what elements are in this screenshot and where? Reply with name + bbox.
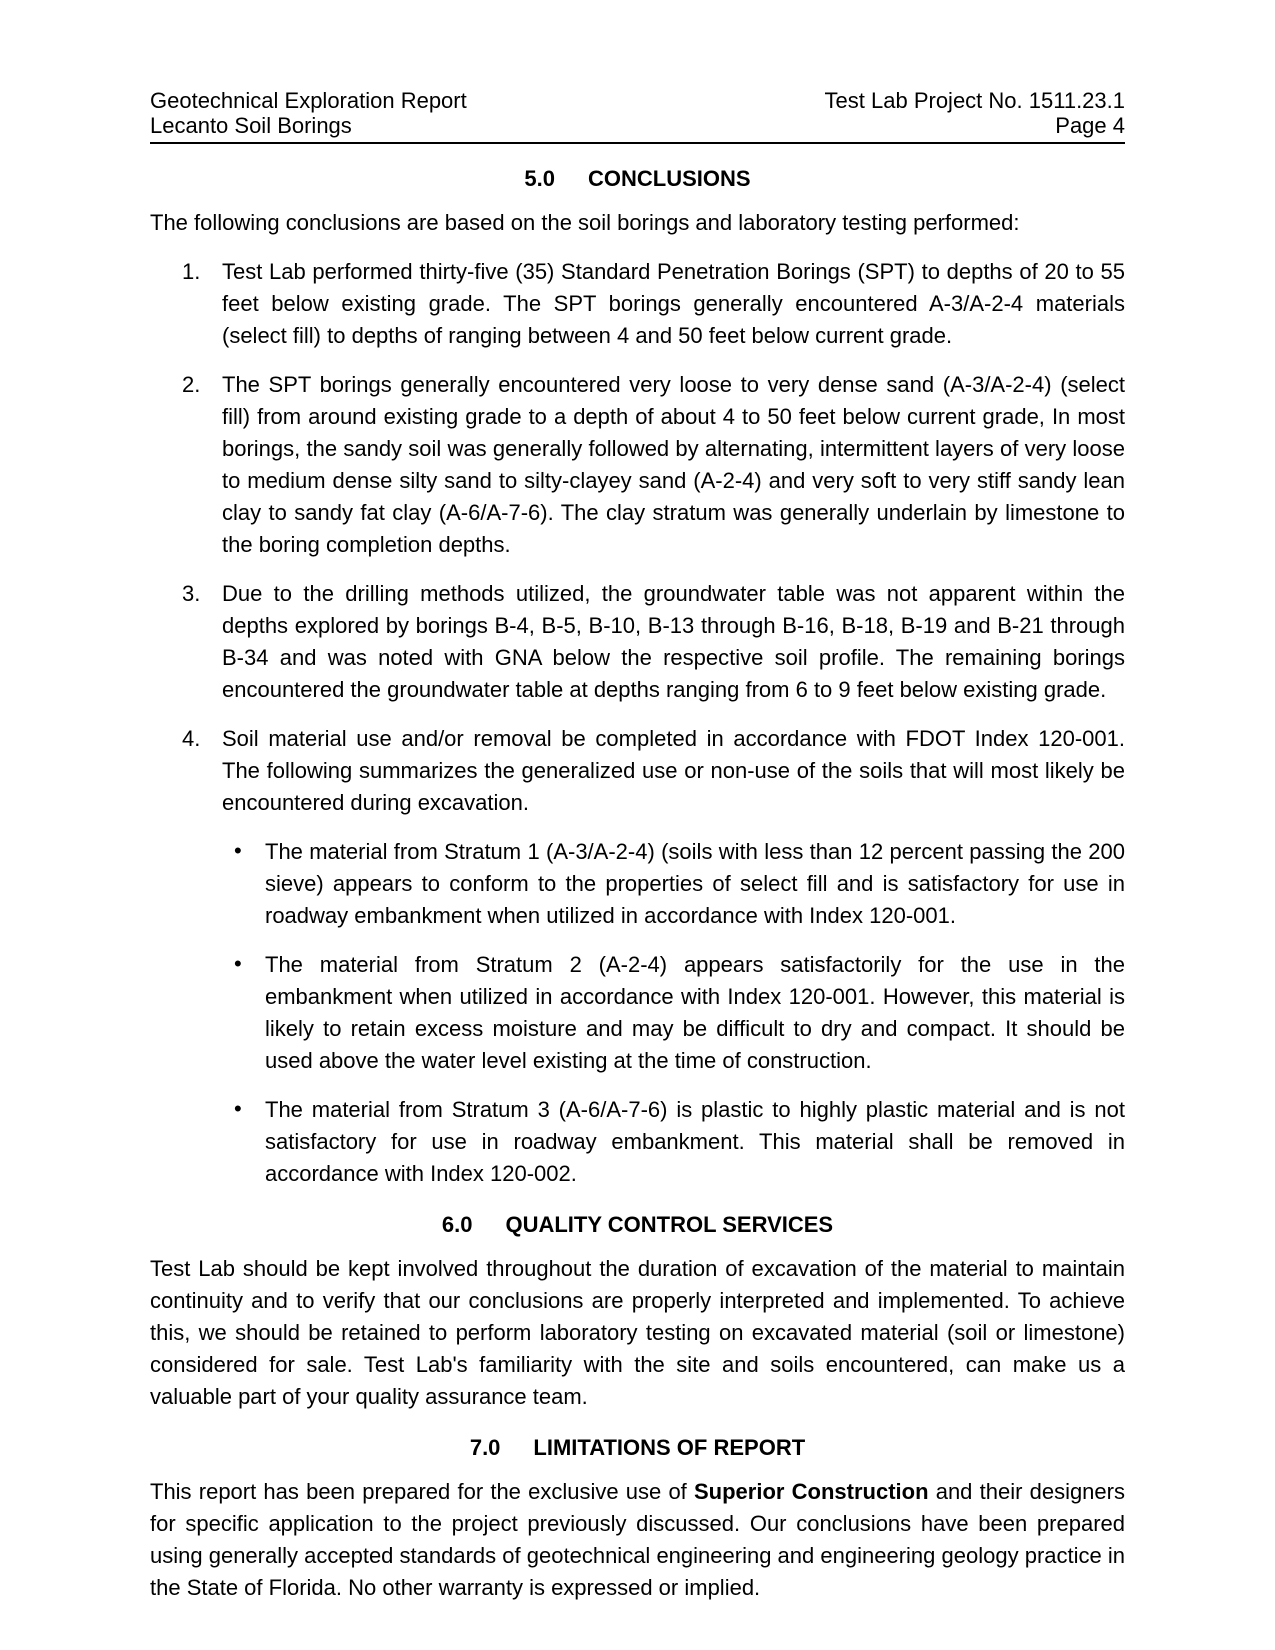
section-number: 6.0 <box>441 1212 473 1237</box>
section-heading-conclusions <box>150 166 1125 192</box>
report-title: Geotechnical Exploration Report <box>150 88 467 113</box>
header-left <box>150 88 467 138</box>
page-number: Page 4 <box>1055 113 1125 138</box>
page-content <box>150 88 1125 1604</box>
section-title: QUALITY CONTROL SERVICES <box>505 1212 834 1237</box>
section-number: 7.0 <box>469 1435 501 1460</box>
list-item-text: Soil material use and/or removal be completed in accordance with FDOT Index 120-001. The following summarizes the generalized use or non-use of the soils that will most likely be encountered during excavation. <box>222 726 1125 815</box>
limitations-client-name: Superior Construction <box>693 1479 929 1504</box>
section-heading-limitations <box>150 1435 1125 1461</box>
list-item-text: Due to the drilling methods utilized, the groundwater table was not apparent within the depths explored by borings B-4, B-5, B-10, B-13 through B-16, B-18, B-19 and B-21 through B-34 and was noted with GNA below the respective soil profile. The remaining borings encountered the groundwater table at depths ranging from 6 to 9 feet below existing grade. <box>222 581 1125 702</box>
conclusion-item-4 <box>150 723 1125 819</box>
conclusion-item-2 <box>150 369 1125 561</box>
bullet-icon: • <box>234 1096 242 1121</box>
bullet-text: The material from Stratum 1 (A-3/A-2-4) (soils with less than 12 percent passing the 200 sieve) appears to conform to the properties of select fill and is satisfactory for use in roadway embankment when utilized in accordance with Index 120-001. <box>265 839 1125 928</box>
list-number: 2. <box>182 372 201 397</box>
limitations-body-prefix: This report has been prepared for the exclusive use of <box>150 1479 694 1504</box>
list-number: 1. <box>182 259 201 284</box>
limitations-body-suffix: and their designers for specific application to the project previously discussed. Our conclusions have been prepared using generally accepted standards of geotechnical engineering and engineering geology practice in the State of Florida. No other warranty is expressed or implied. <box>150 1479 1125 1600</box>
section-heading-quality-control <box>150 1212 1125 1238</box>
bullet-text: The material from Stratum 2 (A-2-4) appears satisfactorily for the use in the embankment when utilized in accordance with Index 120-001. However, this material is likely to retain excess moisture and may be difficult to dry and compact. It should be used above the water level existing at the time of construction. <box>265 952 1125 1073</box>
page-header <box>150 88 1125 144</box>
bullet-icon: • <box>234 838 242 863</box>
conclusions-intro: The following conclusions are based on the soil borings and laboratory testing performed: <box>150 210 1020 235</box>
conclusion-item-1 <box>150 256 1125 352</box>
section-title: LIMITATIONS OF REPORT <box>533 1435 806 1460</box>
header-right <box>825 88 1125 138</box>
list-number: 3. <box>182 581 201 606</box>
list-item-text: Test Lab performed thirty-five (35) Standard Penetration Borings (SPT) to depths of 20 to 55 feet below existing grade. The SPT borings generally encountered A-3/A-2-4 materials (select fill) to depths of ranging between 4 and 50 feet below current grade. <box>222 259 1125 348</box>
conclusion-bullet-1 <box>150 836 1125 932</box>
bullet-icon: • <box>234 951 242 976</box>
list-item-text: The SPT borings generally encountered very loose to very dense sand (A-3/A-2-4) (select fill) from around existing grade to a depth of about 4 to 50 feet below current grade, In most borings, the sandy soil was generally followed by alternating, intermittent layers of very loose to medium dense silty sand to silty-clayey sand (A-2-4) and very soft to very stiff sandy lean clay to sandy fat clay (A-6/A-7-6). The clay stratum was generally underlain by limestone to the boring completion depths. <box>222 372 1125 557</box>
project-number: Test Lab Project No. 1511.23.1 <box>824 88 1125 113</box>
list-number: 4. <box>182 726 201 751</box>
conclusion-item-3 <box>150 578 1125 706</box>
conclusion-bullet-3 <box>150 1094 1125 1190</box>
section-title: CONCLUSIONS <box>588 166 751 191</box>
report-subtitle: Lecanto Soil Borings <box>150 113 352 138</box>
limitations-body <box>150 1476 1125 1604</box>
conclusion-bullet-2 <box>150 949 1125 1077</box>
bullet-text: The material from Stratum 3 (A-6/A-7-6) is plastic to highly plastic material and is not satisfactory for use in roadway embankment. This material shall be removed in accordance with Index 120-002. <box>265 1097 1125 1186</box>
section-number: 5.0 <box>524 166 556 191</box>
quality-control-body: Test Lab should be kept involved throughout the duration of excavation of the material to maintain continuity and to verify that our conclusions are properly interpreted and implemented. To achieve this, we should be retained to perform laboratory testing on excavated material (soil or limestone) considered for sale. Test Lab's familiarity with the site and soils encountered, can make us a valuable part of your quality assurance team. <box>150 1256 1125 1409</box>
